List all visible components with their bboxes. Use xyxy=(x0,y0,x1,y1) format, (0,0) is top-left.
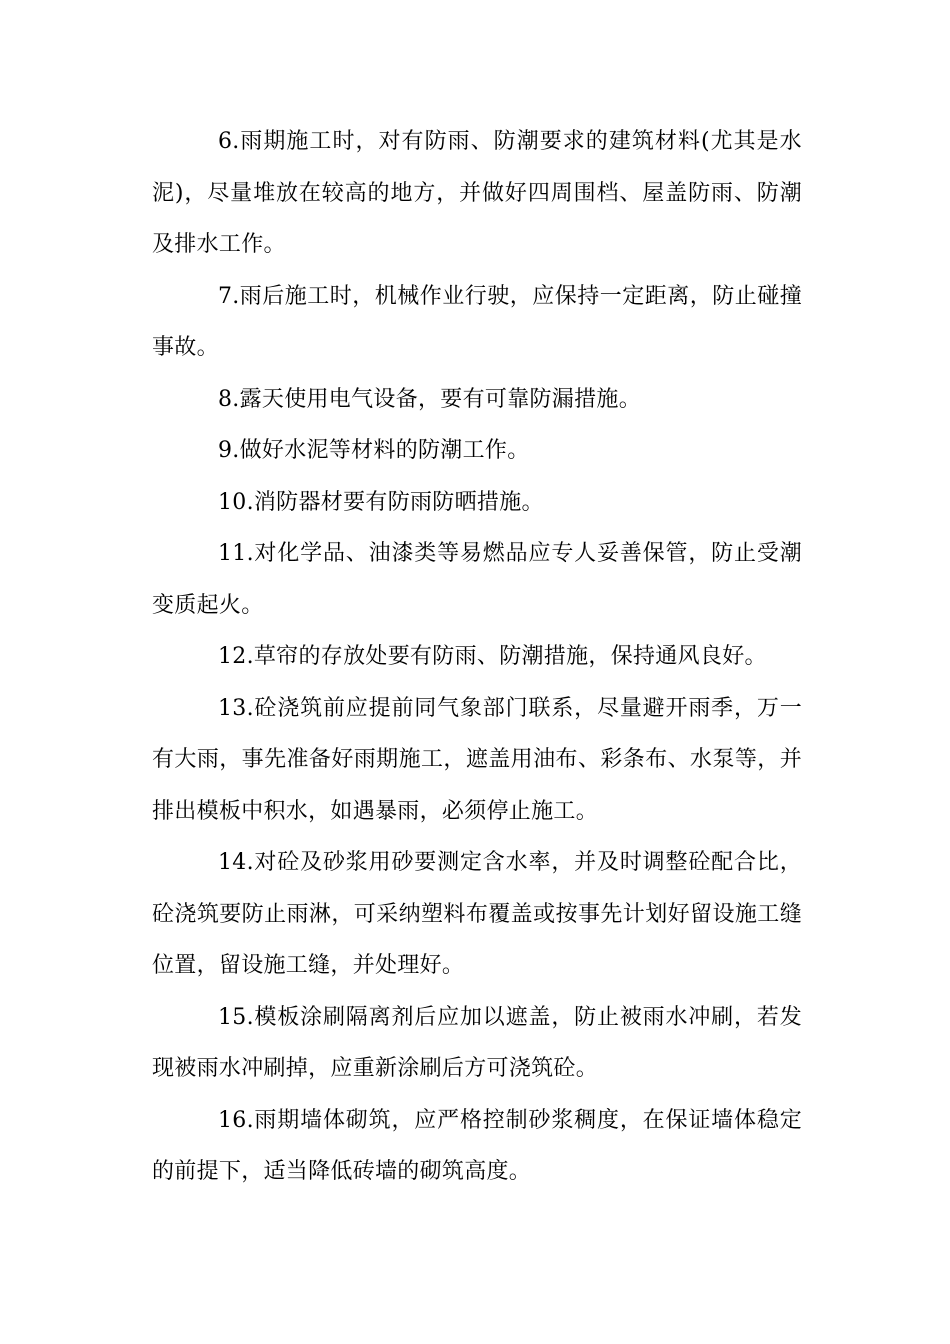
document-body xyxy=(152,116,802,1198)
paragraph-item-11: 11.对化学品、油漆类等易燃品应专人妥善保管，防止受潮变质起火。 xyxy=(152,541,802,618)
paragraph-item-8: 8.露天使用电气设备，要有可靠防漏措施。 xyxy=(218,386,641,412)
paragraph-item-7: 7.雨后施工时，机械作业行驶，应保持一定距离，防止碰撞事故。 xyxy=(152,283,802,360)
paragraph-item-16: 16.雨期墙体砌筑，应严格控制砂浆稠度，在保证墙体稳定的前提下，适当降低砖墙的砌筑高度。 xyxy=(152,1107,802,1184)
paragraph-item-13: 13.砼浇筑前应提前同气象部门联系，尽量避开雨季，万一有大雨，事先准备好雨期施工，遮盖用油布、彩条布、水泵等，并排出模板中积水，如遇暴雨，必须停止施工。 xyxy=(152,695,802,824)
paragraph-item-15: 15.模板涂刷隔离剂后应加以遮盖，防止被雨水冲刷，若发现被雨水冲刷掉，应重新涂刷后方可浇筑砼。 xyxy=(152,1004,802,1081)
paragraph-item-14: 14.对砼及砂浆用砂要测定含水率，并及时调整砼配合比，砼浇筑要防止雨淋，可采纳塑料布覆盖或按事先计划好留设施工缝位置，留设施工缝，并处理好。 xyxy=(152,850,802,978)
paragraph-item-9: 9.做好水泥等材料的防潮工作。 xyxy=(218,438,530,463)
paragraph-item-10: 10.消防器材要有防雨防晒措施。 xyxy=(218,489,544,515)
paragraph-item-6: 6.雨期施工时，对有防雨、防潮要求的建筑材料(尤其是水泥)，尽量堆放在较高的地方，并做好四周围档、屋盖防雨、防潮及排水工作。 xyxy=(152,129,802,257)
paragraph-item-12: 12.草帘的存放处要有防雨、防潮措施，保持通风良好。 xyxy=(218,644,767,669)
